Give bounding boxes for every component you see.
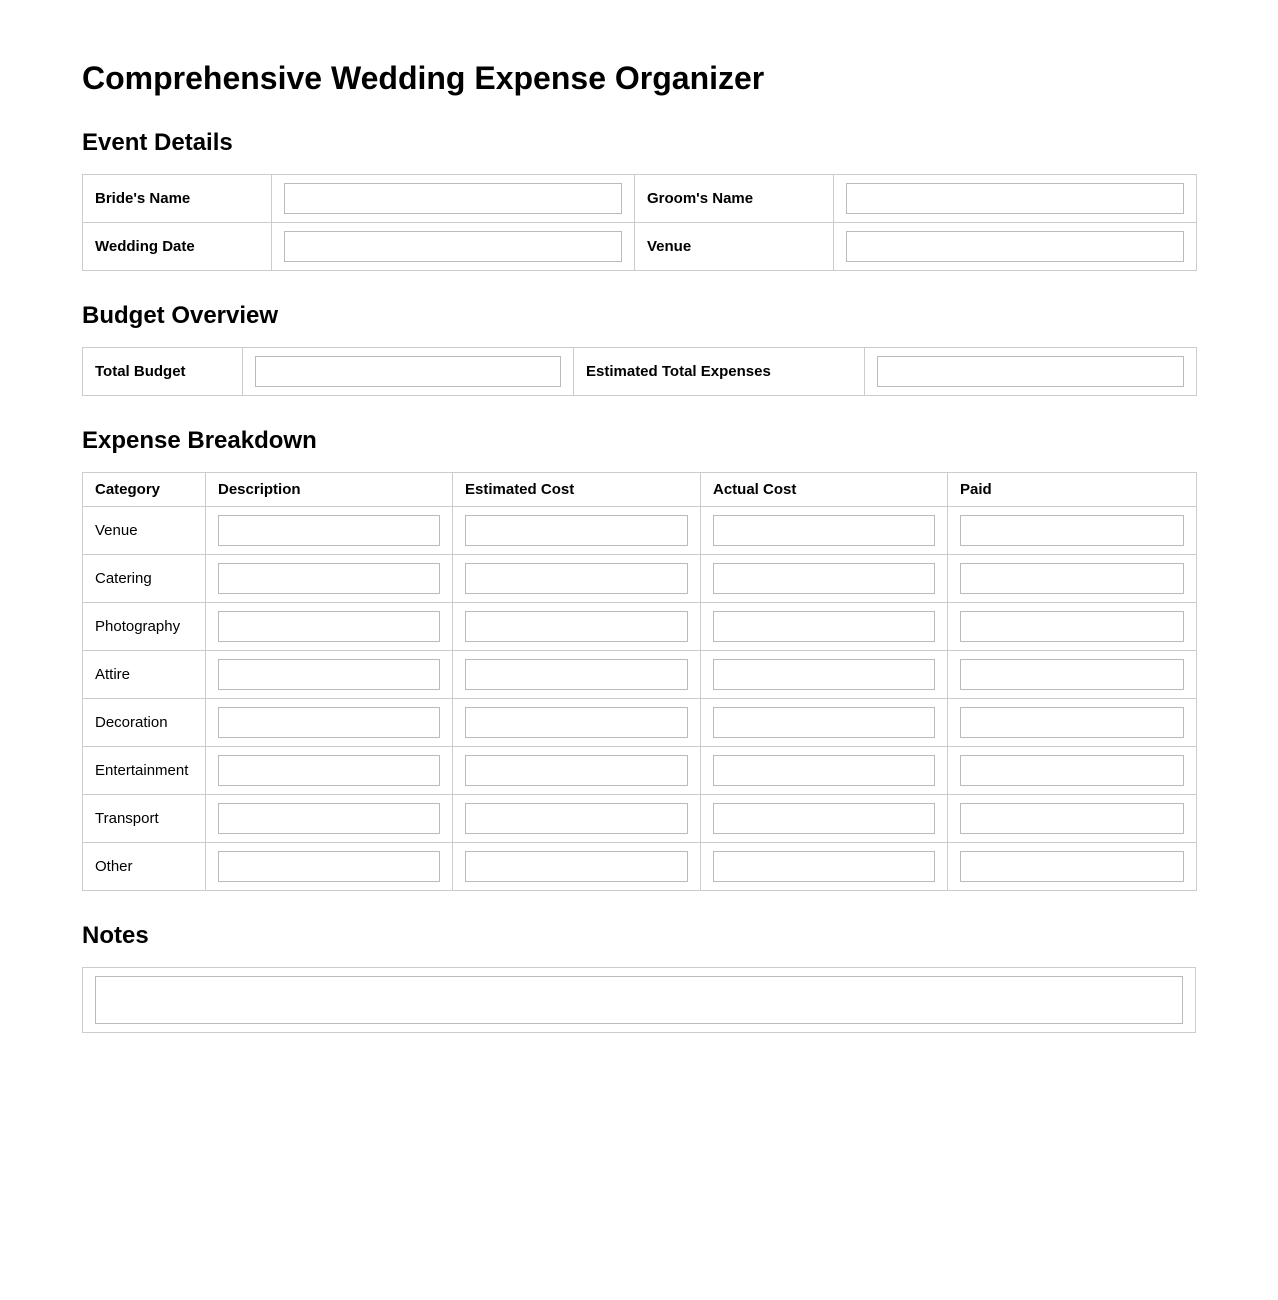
category-cell: Attire xyxy=(83,651,206,699)
paid-input[interactable] xyxy=(960,755,1184,786)
actual-cost-cell xyxy=(701,747,948,795)
paid-cell xyxy=(948,651,1197,699)
expense-breakdown-section xyxy=(82,426,1196,891)
actual-cost-cell xyxy=(701,843,948,891)
actual-cost-input[interactable] xyxy=(713,563,935,594)
estimated-cost-cell xyxy=(453,699,701,747)
actual-cost-input[interactable] xyxy=(713,659,935,690)
paid-cell xyxy=(948,507,1197,555)
estimated-cost-cell xyxy=(453,555,701,603)
budget-overview-section xyxy=(82,301,1196,396)
actual-cost-input[interactable] xyxy=(713,803,935,834)
budget-overview-heading: Budget Overview xyxy=(82,302,279,329)
description-cell xyxy=(206,747,453,795)
paid-cell xyxy=(948,795,1197,843)
description-input[interactable] xyxy=(218,611,440,642)
table-row xyxy=(83,747,1197,795)
paid-input[interactable] xyxy=(960,659,1184,690)
actual-cost-cell xyxy=(701,603,948,651)
description-cell xyxy=(206,651,453,699)
table-row xyxy=(83,843,1197,891)
column-header-description: Description xyxy=(206,473,453,507)
actual-cost-cell xyxy=(701,555,948,603)
venue-input[interactable] xyxy=(846,231,1184,262)
description-cell xyxy=(206,507,453,555)
category-cell: Entertainment xyxy=(83,747,206,795)
paid-cell xyxy=(948,555,1197,603)
table-row xyxy=(83,699,1197,747)
wedding-date-input[interactable] xyxy=(284,231,622,262)
estimated-cost-cell xyxy=(453,603,701,651)
actual-cost-cell xyxy=(701,507,948,555)
actual-cost-cell xyxy=(701,795,948,843)
description-input[interactable] xyxy=(218,659,440,690)
wedding-date-label: Wedding Date xyxy=(83,223,272,271)
grooms-name-label: Groom's Name xyxy=(635,175,834,223)
description-input[interactable] xyxy=(218,755,440,786)
venue-cell xyxy=(834,223,1197,271)
venue-label: Venue xyxy=(635,223,834,271)
description-input[interactable] xyxy=(218,803,440,834)
paid-cell xyxy=(948,699,1197,747)
paid-cell xyxy=(948,747,1197,795)
category-cell: Transport xyxy=(83,795,206,843)
estimated-cost-input[interactable] xyxy=(465,803,688,834)
description-input[interactable] xyxy=(218,851,440,882)
paid-input[interactable] xyxy=(960,851,1184,882)
event-row xyxy=(83,175,1197,223)
estimated-cost-cell xyxy=(453,843,701,891)
table-row xyxy=(83,651,1197,699)
column-header-category: Category xyxy=(83,473,206,507)
paid-cell xyxy=(948,603,1197,651)
table-row xyxy=(83,555,1197,603)
paid-cell xyxy=(948,843,1197,891)
paid-input[interactable] xyxy=(960,611,1184,642)
expense-breakdown-heading: Expense Breakdown xyxy=(82,427,317,454)
column-header-estimated-cost: Estimated Cost xyxy=(453,473,701,507)
category-cell: Decoration xyxy=(83,699,206,747)
event-details-heading: Event Details xyxy=(82,129,233,156)
description-input[interactable] xyxy=(218,515,440,546)
table-row xyxy=(83,795,1197,843)
estimated-total-expenses-input[interactable] xyxy=(877,356,1184,387)
actual-cost-cell xyxy=(701,699,948,747)
category-cell: Catering xyxy=(83,555,206,603)
total-budget-input[interactable] xyxy=(255,356,561,387)
brides-name-label: Bride's Name xyxy=(83,175,272,223)
brides-name-cell xyxy=(272,175,635,223)
estimated-cost-input[interactable] xyxy=(465,851,688,882)
estimated-cost-input[interactable] xyxy=(465,611,688,642)
description-cell xyxy=(206,699,453,747)
category-cell: Other xyxy=(83,843,206,891)
estimated-cost-input[interactable] xyxy=(465,563,688,594)
expense-breakdown-table xyxy=(82,472,1197,891)
description-cell xyxy=(206,843,453,891)
description-cell xyxy=(206,795,453,843)
notes-section xyxy=(82,921,1196,1033)
table-row xyxy=(83,507,1197,555)
estimated-cost-input[interactable] xyxy=(465,659,688,690)
paid-input[interactable] xyxy=(960,803,1184,834)
actual-cost-input[interactable] xyxy=(713,515,935,546)
category-cell: Photography xyxy=(83,603,206,651)
notes-heading: Notes xyxy=(82,922,149,949)
paid-input[interactable] xyxy=(960,515,1184,546)
column-header-actual-cost: Actual Cost xyxy=(701,473,948,507)
description-cell xyxy=(206,555,453,603)
table-header-row xyxy=(83,473,1197,507)
estimated-cost-input[interactable] xyxy=(465,707,688,738)
actual-cost-cell xyxy=(701,651,948,699)
grooms-name-cell xyxy=(834,175,1197,223)
paid-input[interactable] xyxy=(960,563,1184,594)
grooms-name-input[interactable] xyxy=(846,183,1184,214)
table-row xyxy=(83,603,1197,651)
notes-container xyxy=(82,967,1196,1033)
budget-overview-table xyxy=(82,347,1197,396)
estimated-cost-input[interactable] xyxy=(465,755,688,786)
actual-cost-input[interactable] xyxy=(713,707,935,738)
event-details-table xyxy=(82,174,1197,271)
page-title: Comprehensive Wedding Expense Organizer xyxy=(82,60,765,96)
estimated-total-expenses-label: Estimated Total Expenses xyxy=(574,348,865,396)
estimated-cost-cell xyxy=(453,747,701,795)
actual-cost-input[interactable] xyxy=(713,755,935,786)
estimated-cost-cell xyxy=(453,651,701,699)
description-input[interactable] xyxy=(218,707,440,738)
total-budget-cell xyxy=(243,348,574,396)
notes-textarea[interactable] xyxy=(95,976,1183,1024)
actual-cost-input[interactable] xyxy=(713,611,935,642)
event-row xyxy=(83,223,1197,271)
category-cell: Venue xyxy=(83,507,206,555)
estimated-cost-input[interactable] xyxy=(465,515,688,546)
estimated-total-expenses-cell xyxy=(865,348,1197,396)
actual-cost-input[interactable] xyxy=(713,851,935,882)
column-header-paid: Paid xyxy=(948,473,1197,507)
brides-name-input[interactable] xyxy=(284,183,622,214)
event-details-section xyxy=(82,128,1196,271)
total-budget-label: Total Budget xyxy=(83,348,243,396)
budget-row xyxy=(83,348,1197,396)
description-cell xyxy=(206,603,453,651)
wedding-date-cell xyxy=(272,223,635,271)
estimated-cost-cell xyxy=(453,507,701,555)
paid-input[interactable] xyxy=(960,707,1184,738)
estimated-cost-cell xyxy=(453,795,701,843)
description-input[interactable] xyxy=(218,563,440,594)
